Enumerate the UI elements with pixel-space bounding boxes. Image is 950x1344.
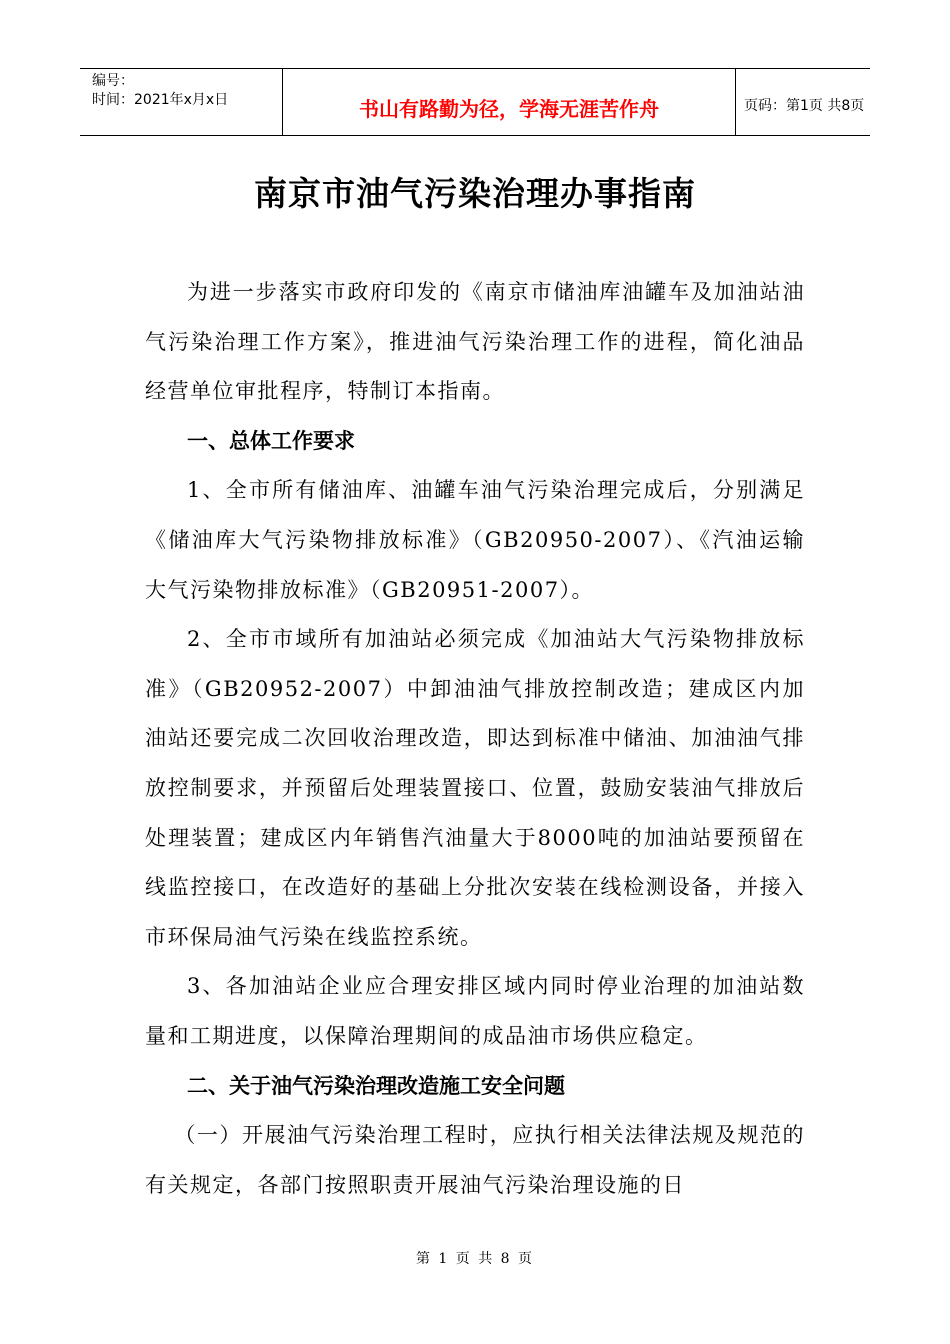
- document-number-label: 编号：: [92, 73, 134, 89]
- page-header: [80, 68, 870, 136]
- header-meta: [80, 69, 282, 135]
- requirement-1: 1、全市所有储油库、油罐车油气污染治理完成后，分别满足《储油库大气污染物排放标准》（GB20950-2007）、《汽油运输大气污染物排放标准》（GB20951-2007）。: [145, 478, 805, 602]
- page-footer: 第 1 页 共 8 页: [415, 1251, 535, 1267]
- document-body: [145, 268, 805, 1210]
- header-motto-cell: [282, 69, 736, 135]
- document-title: 南京市油气污染治理办事指南: [254, 174, 696, 213]
- safety-paragraph-1: （一）开展油气污染治理工程时，应执行相关法律法规及规范的有关规定，各部门按照职责开展油气污染治理设施的日: [145, 1123, 805, 1197]
- intro-paragraph: 为进一步落实市政府印发的《南京市储油库油罐车及加油站油气污染治理工作方案》，推进油气污染治理工作的进程，简化油品经营单位审批程序，特制订本指南。: [145, 280, 805, 404]
- section-heading-2: 二、关于油气污染治理改造施工安全问题: [187, 1073, 565, 1098]
- header-motto: 书山有路勤为径，学海无涯苦作舟: [359, 97, 659, 121]
- document-time-label: 时间：2021年x月x日: [92, 92, 229, 108]
- requirement-3: 3、各加油站企业应合理安排区域内同时停业治理的加油站数量和工期进度，以保障治理期间的成品油市场供应稳定。: [145, 974, 805, 1048]
- requirement-2: 2、全市市域所有加油站必须完成《加油站大气污染物排放标准》（GB20952-2007）中卸油油气排放控制改造；建成区内加油站还要完成二次回收治理改造，即达到标准中储油、加油油气排放控制要求，并预留后处理装置接口、位置，鼓励安装油气排放后处理装置；建成区内年销售汽油量大于8000吨的加油站要预留在线监控接口，在改造好的基础上分批次安装在线检测设备，并接入市环保局油气污染在线监控系统。: [145, 627, 805, 949]
- header-page-info: 页码：第1页 共8页: [744, 98, 865, 114]
- section-heading-1: 一、总体工作要求: [187, 428, 355, 453]
- header-page-cell: [736, 69, 870, 135]
